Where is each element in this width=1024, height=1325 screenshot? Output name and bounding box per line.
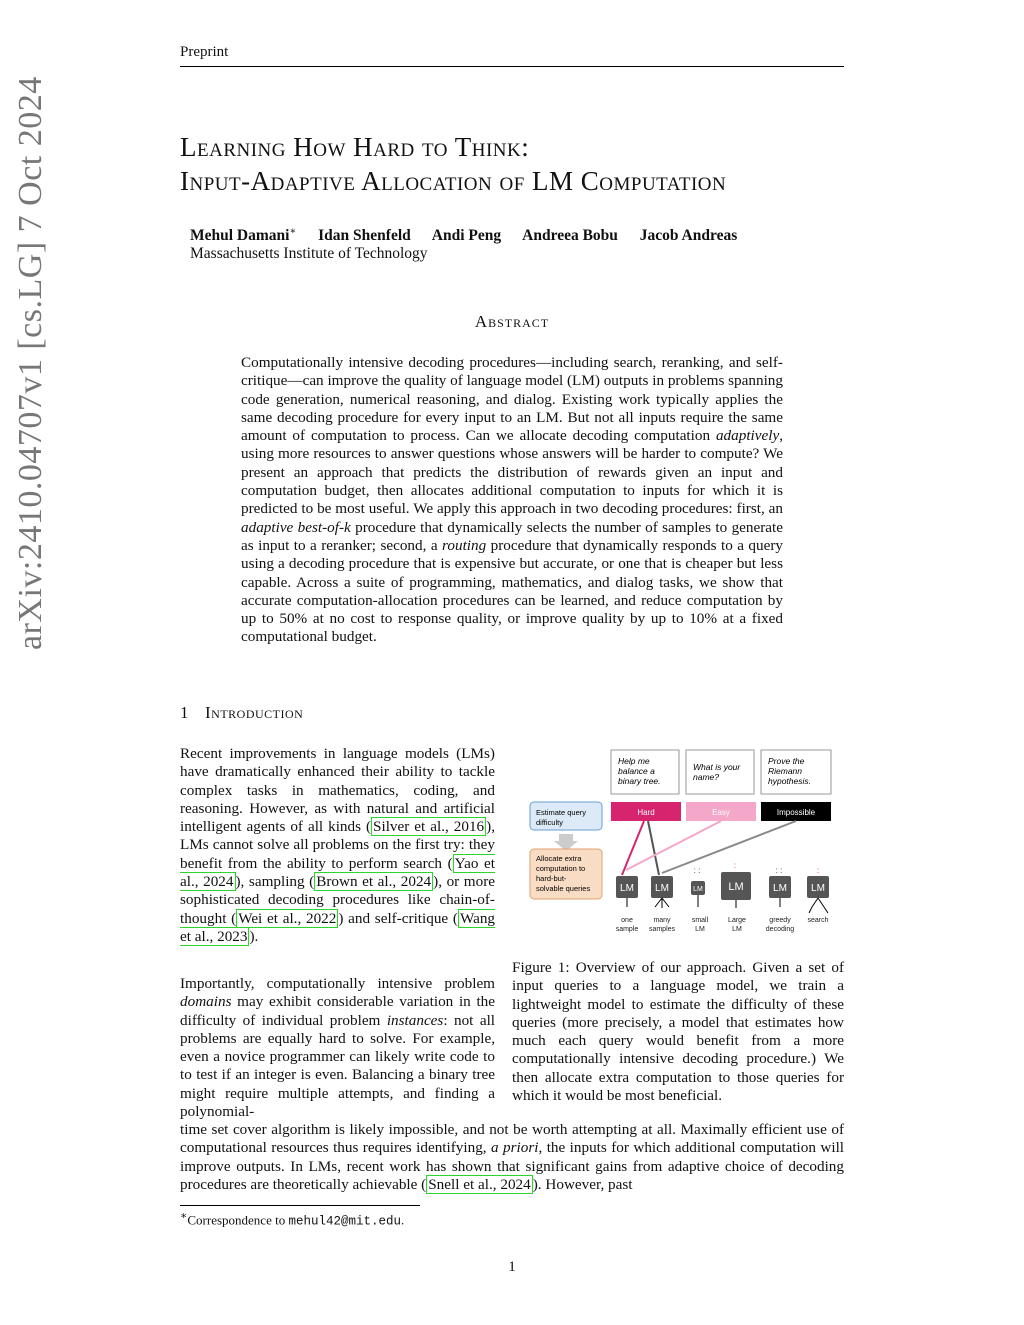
title-line-2: Input-Adaptive Allocation of LM Computation [180,166,727,196]
svg-text:LM: LM [728,881,744,893]
hard-label: Hard [637,808,655,817]
lm-block-many-samples [651,876,673,908]
page-number: 1 [508,1259,516,1275]
easy-label: Easy [712,808,730,817]
lm-block-one-sample [616,876,638,907]
citation-link[interactable]: Wei et al., 2022 [238,909,337,927]
author: Idan Shenfeld [318,227,411,245]
citation-link[interactable]: Snell et al., 2024 [428,1175,531,1193]
svg-text:LM: LM [655,883,669,894]
arxiv-identifier: arXiv:2410.04707v1 [cs.LG] 7 Oct 2024 [12,76,49,650]
lm-block-greedy [769,866,791,907]
svg-text:hypothesis.: hypothesis. [768,776,811,786]
svg-text:: :: : : [693,866,701,875]
author: Andreea Bobu [522,227,618,245]
svg-text:What is your: What is your [693,762,741,772]
author: Andi Peng [431,227,502,245]
lm-block-large [721,861,751,908]
svg-text:LM: LM [693,886,703,893]
allocate-box [530,849,602,899]
svg-text:LM: LM [811,883,825,894]
down-arrow-icon [554,834,578,851]
svg-text:computation to: computation to [536,864,586,873]
intro-paragraph-2: Importantly, computationally intensive problem domains may exhibit considerable variation in the difficulty of individual problem instances: not all problems are equally hard to solve. For example, even a novice programmer can likely write code to to test if an integer is even. Balancing a binary tree might require multiple attempts, and finding a polynomial- [180,975,496,1121]
svg-text:name?: name? [693,772,719,782]
svg-text:samples: samples [648,926,676,933]
svg-text:LM: LM [620,883,634,894]
citation-link[interactable]: Yao et al., 2024 [180,854,495,891]
svg-text::: : [733,861,737,870]
query-box-2 [686,750,754,794]
svg-text:Riemann: Riemann [768,766,803,776]
svg-text:search: search [807,917,829,924]
method-labels [616,917,829,933]
svg-text:Help me: Help me [618,756,650,766]
svg-text:Prove the: Prove the [768,756,805,766]
svg-text:LM: LM [732,926,742,933]
svg-text:Allocate extra: Allocate extra [536,854,582,863]
figure-caption: Figure 1: Overview of our approach. Given a set of input queries to a language model, we train a lightweight model to estimate the difficulty of these queries (more precisely, a model that estimates how much each query would benefit from a more computationally intensive decoding procedure.) We then allocate extra computation to those queries for which it would be most beneficial. [512,959,845,1105]
svg-text:hard-but-: hard-but- [536,874,567,883]
title-line-1: Learning How Hard to Think: [180,132,530,162]
query-box-1 [611,750,679,794]
email-link[interactable]: mehul42@mit.edu [288,1214,401,1229]
svg-text:balance a: balance a [618,766,655,776]
svg-text:greedy: greedy [769,917,791,924]
author: Mehul Damani∗ [190,226,297,245]
citation-link[interactable]: Silver et al., 2016 [373,818,485,836]
intro-paragraph-2-continued: time set cover algorithm is likely impossible, and not be worth attempting at all. Maximally efficient use of computational resources thus requires identifying, a priori, the inputs for which additional computation will improve outputs. In LMs, recent work has shown that significant gains from adaptive choice of decoding procedures are theoretically achievable ( Snell et al., 2024 ). However, past [180,1121,845,1193]
svg-text:binary tree.: binary tree. [618,776,661,786]
svg-text:LM: LM [695,926,705,933]
paper-title [180,130,880,198]
lm-block-search [807,866,829,913]
lm-block-small [691,866,705,907]
svg-text:Estimate query: Estimate query [536,808,587,817]
affiliation: Massachusetts Institute of Technology [190,245,428,262]
author-list [190,226,755,245]
figure-1-diagram [526,745,844,940]
abstract-body: Computationally intensive decoding procedures—including search, reranking, and self-critique—can improve the quality of language model (LM) outputs in problems spanning code generation, numerical reasoning, and dialog. Existing work typically applies the same decoding procedure for every input to an LM. But not all inputs require the same amount of computation to process. Can we allocate decoding computation adaptively, using more resources to answer questions whose answers will be harder to compute? We present an approach that predicts the distribution of rewards given an input and computation budget, then allocates additional computation to inputs for which it is predicted to be most useful. We apply this approach in two decoding procedures: first, an adaptive best-of-k procedure that dynamically selects the number of samples to generate as input to a reranker; second, a routing procedure that dynamically responds to a query using a decoding procedure that is expensive but accurate, or one that is cheaper but less capable. Across a suite of programming, mathematics, and dialog tasks, we show that accurate computation-allocation procedures can be learned, and reduce computation by up to 50% at no cost to response quality, or improve quality by up to 10% at a fixed computational budget. [241,354,783,646]
header-rule [180,66,844,67]
footnote-rule [180,1205,420,1206]
svg-text:Large: Large [728,917,746,924]
svg-text:LM: LM [773,883,787,894]
svg-text:small: small [691,917,709,924]
svg-text:difficulty: difficulty [536,818,563,827]
svg-text:solvable queries: solvable queries [536,884,591,893]
svg-text:decoding: decoding [765,926,795,933]
route-line-hard-many [648,821,659,875]
citation-link[interactable]: Brown et al., 2024 [316,873,432,891]
estimate-box [530,802,602,830]
impossible-label: Impossible [776,808,816,817]
footnote: ∗Correspondence to mehul42@mit.edu. [180,1210,405,1229]
svg-text:: :: : : [775,866,783,875]
svg-text:one: one [621,917,633,924]
citation-link[interactable]: Wang et al., 2023 [180,909,496,945]
abstract-heading: Abstract [474,312,550,331]
svg-text:sample: sample [615,926,639,933]
svg-text::: : [816,866,820,875]
query-box-3 [761,750,831,794]
running-head: Preprint [180,44,229,60]
author: Jacob Andreas [639,227,738,245]
svg-text:many: many [653,917,671,924]
section-heading: 1 Introduction [180,703,304,722]
intro-paragraph-1: Recent improvements in language models (LMs) have dramatically enhanced their ability to tackle complex tasks in mathematics, coding, and reasoning. However, as with natural and artificial intelligent agents of all kinds ( Silver et al., 2016 ), LMs cannot solve all problems on the first try: they benefit from the ability to perform search ( Yao et al., 2024 ), sampling ( Brown et al., 2024 ), or more sophisticated decoding procedures like chain-of-thought ( Wei et al., 2022 ) and self-critique ( Wang et al., 2023 ). [180,745,496,945]
